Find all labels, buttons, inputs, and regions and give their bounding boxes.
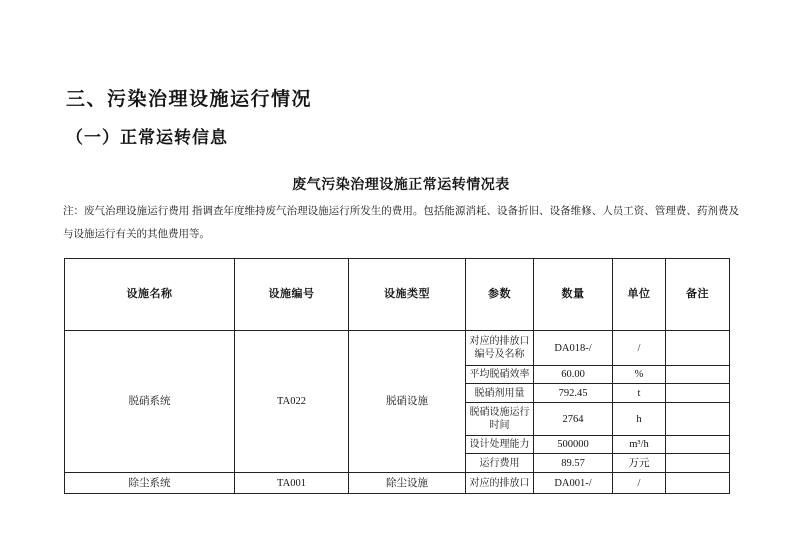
param-cell: 脱硝剂用量	[466, 384, 534, 403]
param-cell: 设计处理能力	[466, 436, 534, 454]
table-row	[65, 473, 730, 494]
facility-type-cell: 除尘设施	[349, 473, 466, 494]
param-cell: 对应的排放口	[466, 473, 534, 494]
qty-cell: 500000	[534, 436, 613, 454]
facility-type-cell: 脱硝设施	[349, 331, 466, 473]
unit-cell: t	[613, 384, 666, 403]
qty-cell: 2764	[534, 403, 613, 436]
param-cell: 运行费用	[466, 454, 534, 473]
table-title: 废气污染治理设施正常运转情况表	[292, 178, 510, 193]
unit-cell: m³/h	[613, 436, 666, 454]
remark-cell	[666, 403, 730, 436]
facility-code-cell: TA022	[235, 331, 349, 473]
col-header-quantity: 数量	[534, 259, 613, 331]
table-note: 注：废气治理设施运行费用 指调查年度维持废气治理设施运行所发生的费用。包括能源消耗、设备折旧、设备维修、人员工资、管理费、药剂费及与设施运行有关的其他费用等。	[63, 206, 739, 240]
qty-cell: DA001-/	[534, 473, 613, 494]
remark-cell	[666, 366, 730, 384]
facility-operation-table	[64, 258, 730, 494]
unit-cell: /	[613, 473, 666, 494]
qty-cell: 792.45	[534, 384, 613, 403]
param-cell: 脱硝设施运行时间	[466, 403, 534, 436]
subsection-heading: （一）正常运转信息	[66, 128, 228, 147]
col-header-facility-type: 设施类型	[349, 259, 466, 331]
table-row	[65, 331, 730, 366]
qty-cell: 89.57	[534, 454, 613, 473]
remark-cell	[666, 454, 730, 473]
facility-code-cell: TA001	[235, 473, 349, 494]
unit-cell: h	[613, 403, 666, 436]
remark-cell	[666, 331, 730, 366]
col-header-facility-name: 设施名称	[65, 259, 235, 331]
qty-cell: 60.00	[534, 366, 613, 384]
col-header-facility-code: 设施编号	[235, 259, 349, 331]
param-cell: 平均脱硝效率	[466, 366, 534, 384]
facility-name-cell: 除尘系统	[65, 473, 235, 494]
qty-cell: DA018-/	[534, 331, 613, 366]
param-cell: 对应的排放口编号及名称	[466, 331, 534, 366]
col-header-unit: 单位	[613, 259, 666, 331]
table-header-row	[65, 259, 730, 331]
facility-name-cell: 脱硝系统	[65, 331, 235, 473]
remark-cell	[666, 436, 730, 454]
remark-cell	[666, 473, 730, 494]
unit-cell: 万元	[613, 454, 666, 473]
col-header-remark: 备注	[666, 259, 730, 331]
col-header-parameter: 参数	[466, 259, 534, 331]
remark-cell	[666, 384, 730, 403]
unit-cell: %	[613, 366, 666, 384]
section-heading: 三、污染治理设施运行情况	[66, 89, 313, 110]
unit-cell: /	[613, 331, 666, 366]
